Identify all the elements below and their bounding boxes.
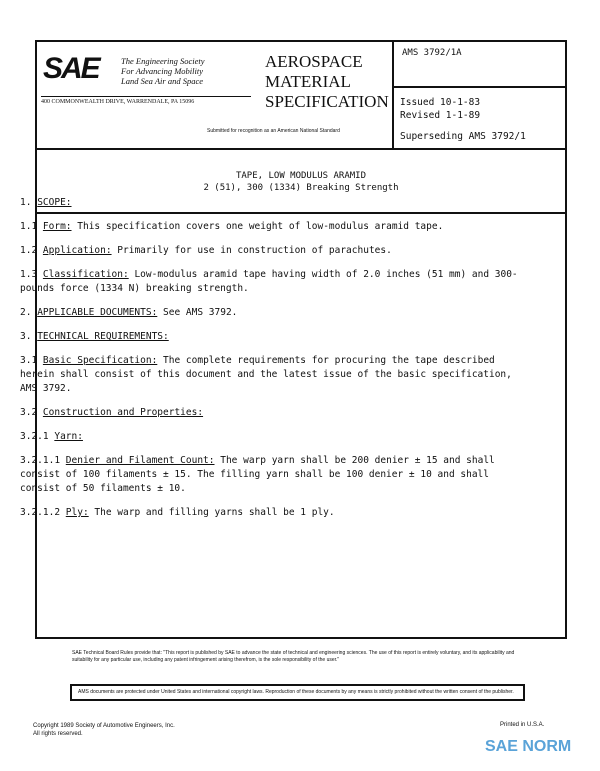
doc-type [265, 52, 389, 112]
section-heading: Application: [42, 245, 112, 256]
doc-info [392, 42, 567, 148]
section-3-2 [20, 406, 520, 420]
section-text: See AMS 3792. [163, 307, 238, 318]
section-text: The warp and filling yarns shall be 1 ply. [94, 507, 335, 518]
superseding: Superseding AMS 3792/1 [400, 131, 526, 142]
section-number: 3.2.1.1 [20, 455, 61, 466]
section-3-2-1-2 [20, 506, 520, 520]
doc-type-line: SPECIFICATION [265, 92, 389, 111]
doc-number: AMS 3792/1A [394, 42, 567, 88]
doc-type-line: MATERIAL [265, 72, 351, 91]
copyright-notice: AMS documents are protected under United States and international copyright laws. Reproduction of these documents by any means is strictly prohibited without the written consent of the publisher. [70, 684, 525, 701]
printed-in: Printed in U.S.A. [500, 722, 545, 728]
ansi-note: Submitted for recognition as an American National Standard [207, 128, 340, 134]
issued: Issued 10-1-83 [400, 97, 481, 108]
title-line: 2 (51), 300 (1334) Breaking Strength [203, 183, 399, 193]
spec-body [20, 196, 520, 530]
section-number: 1.2 [20, 245, 38, 256]
tagline-line: The Engineering Society [121, 56, 205, 66]
section-number: 3.2 [20, 407, 38, 418]
doc-type-line: AEROSPACE [265, 52, 363, 71]
section-text: The warp yarn shall be 200 denier ± 15 and shall consist of 100 filaments ± 15. The filling yarn shall be 100 denier ± 10 and shall consist of 50 filaments ± 10. [20, 455, 495, 494]
revised: Revised 1-1-89 [400, 110, 481, 121]
section-text: This specification covers one weight of low-modulus aramid tape. [77, 221, 444, 232]
section-1-2 [20, 244, 520, 258]
section-3-1 [20, 354, 520, 396]
tagline-line: For Advancing Mobility [121, 66, 203, 76]
section-number: 2. [20, 307, 32, 318]
sae-logo: SAE [43, 52, 99, 85]
section-2 [20, 306, 520, 320]
section-3-2-1 [20, 430, 520, 444]
section-text: Primarily for use in construction of parachutes. [117, 245, 392, 256]
section-number: 1.1 [20, 221, 38, 232]
section-1 [20, 196, 520, 210]
copyright [33, 722, 175, 738]
section-3-2-1-1 [20, 454, 520, 496]
title-line: TAPE, LOW MODULUS ARAMID [235, 171, 367, 181]
section-number: 1. [20, 197, 32, 208]
section-number: 3. [20, 331, 32, 342]
disclaimer: SAE Technical Board Rules provide that: "This report is published by SAE to advance the state of technical and engineering sciences. The use of this report is entirely voluntary, and its applicability and suitability for any particular use, including any patent infringement arising therefrom, is the sole responsibility of the user." [72, 650, 515, 663]
section-heading: Classification: [42, 269, 129, 280]
rights-line: All rights reserved. [33, 731, 83, 737]
tagline-line: Land Sea Air and Space [121, 76, 204, 86]
section-1-3 [20, 268, 520, 296]
section-heading: Ply: [65, 507, 89, 518]
section-heading: Form: [42, 221, 72, 232]
section-number: 3.2.1 [20, 431, 49, 442]
address: 400 COMMONWEALTH DRIVE, WARRENDALE, PA 15096 [41, 96, 251, 105]
section-heading: Construction and Properties: [42, 407, 204, 418]
section-3 [20, 330, 520, 344]
copyright-line: Copyright 1989 Society of Automotive Engineers, Inc. [33, 723, 175, 729]
section-heading: Basic Specification: [42, 355, 158, 366]
section-heading: APPLICABLE DOCUMENTS: [37, 307, 158, 318]
section-number: 1.3 [20, 269, 38, 280]
section-heading: Denier and Filament Count: [65, 455, 215, 466]
section-text: Low-modulus aramid tape having width of 2.0 inches (51 mm) and 300-pounds force (1334 N) breaking strength. [20, 269, 518, 294]
section-text: The complete requirements for procuring the tape described herein shall consist of this document and the latest issue of the basic specification, AMS 3792. [20, 355, 512, 394]
section-number: 3.2.1.2 [20, 507, 61, 518]
watermark-logo: SAE NORM [485, 738, 572, 755]
section-number: 3.1 [20, 355, 38, 366]
section-heading: TECHNICAL REQUIREMENTS: [37, 331, 169, 342]
section-heading: SCOPE: [37, 197, 72, 208]
section-heading: Yarn: [54, 431, 83, 442]
header [37, 42, 565, 150]
tagline [121, 56, 205, 86]
section-1-1 [20, 220, 520, 234]
